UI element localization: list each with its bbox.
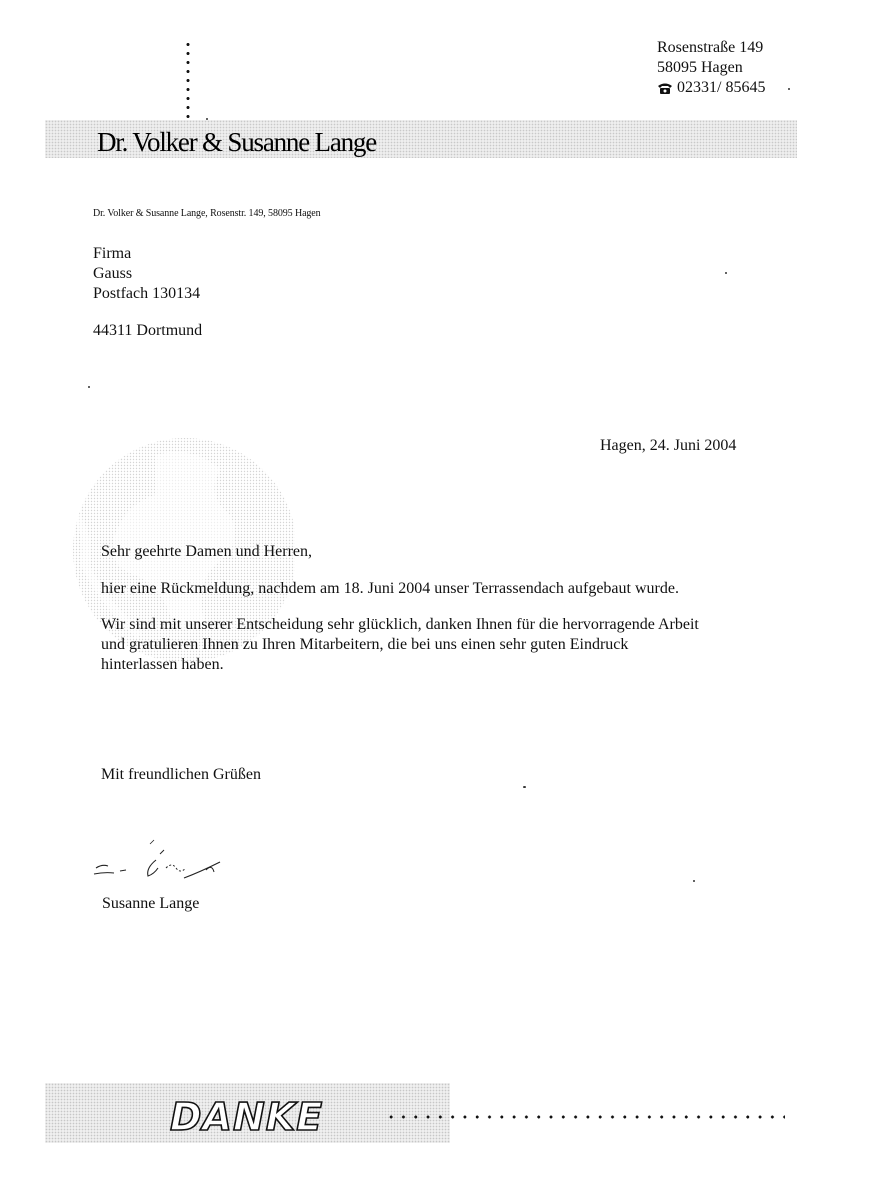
handwritten-signature [88,838,238,893]
return-address-line: Dr. Volker & Susanne Lange, Rosenstr. 149, 58095 Hagen [93,208,321,219]
body-paragraph-1: hier eine Rückmeldung, nachdem am 18. Juni 2004 unser Terrassendach aufgebaut wurde. [101,580,679,597]
salutation: Sehr geehrte Damen und Herren, [101,543,313,560]
scan-speck [788,88,790,90]
scan-speck [206,118,208,120]
vertical-dotted-line [186,40,190,120]
sender-phone: 02331/ 85645 [677,79,766,96]
paragraph-line: hinterlassen haben. [101,656,224,673]
recipient-line: Gauss [93,265,133,282]
horizontal-dotted-line [385,1115,785,1119]
paragraph-line: Wir sind mit unserer Entscheidung sehr glücklich, danken Ihnen für die hervorragende Arbeit [101,616,699,633]
recipient-address [93,244,200,304]
scan-speck [523,786,526,788]
sender-phone-row [657,78,765,98]
sender-address [657,38,765,98]
letterhead-name: Dr. Volker & Susanne Lange [97,127,377,157]
paragraph-line: und gratulieren Ihnen zu Ihren Mitarbeitern, die bei uns einen sehr guten Eindruck [101,636,629,653]
signer-name: Susanne Lange [102,895,200,912]
telephone-icon [657,82,673,95]
letter-date: Hagen, 24. Juni 2004 [600,437,737,454]
recipient-city: 44311 Dortmund [93,322,203,339]
body-paragraph-2 [101,615,801,675]
scan-speck [88,386,90,388]
recipient-line: Postfach 130134 [93,285,201,302]
scan-speck [693,880,695,882]
recipient-line: Firma [93,245,132,262]
closing: Mit freundlichen Grüßen [101,766,261,783]
danke-text: DANKE [170,1095,324,1139]
scan-speck [725,272,727,274]
sender-street: Rosenstraße 149 [657,39,764,56]
sender-city: 58095 Hagen [657,59,743,76]
